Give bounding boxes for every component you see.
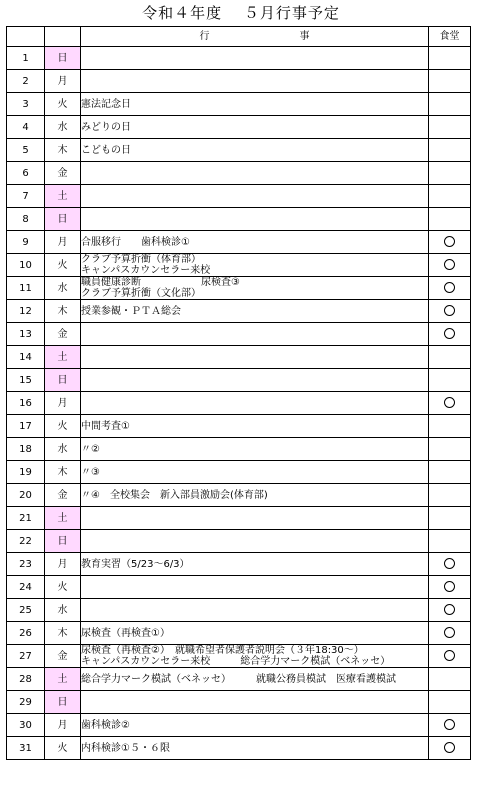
weekday-cell: 月 [45, 70, 81, 93]
weekday-cell: 日 [45, 208, 81, 231]
circle-icon [444, 397, 455, 408]
shokudo-cell [429, 392, 471, 415]
shokudo-cell [429, 599, 471, 622]
table-row [7, 185, 471, 208]
event-cell [81, 208, 429, 231]
weekday-cell: 土 [45, 507, 81, 530]
header-row [7, 27, 471, 47]
header-event-cell [81, 27, 429, 47]
shokudo-cell [429, 346, 471, 369]
event-cell: 職員健康診断 尿検査③ クラブ予算折衝（文化部） [81, 277, 429, 300]
table-row [7, 323, 471, 346]
shokudo-cell [429, 254, 471, 277]
weekday-cell: 木 [45, 622, 81, 645]
day-cell: 18 [7, 438, 45, 461]
table-row [7, 507, 471, 530]
table-row [7, 530, 471, 553]
day-cell: 16 [7, 392, 45, 415]
header-day-cell [7, 27, 45, 47]
event-cell: 尿検査（再検査①） [81, 622, 429, 645]
table-row [7, 277, 471, 300]
shokudo-cell [429, 277, 471, 300]
shokudo-cell [429, 208, 471, 231]
event-cell: クラブ予算折衝（体育部） キャンパスカウンセラー来校 [81, 254, 429, 277]
table-row [7, 254, 471, 277]
table-row [7, 369, 471, 392]
header-event-label-b: 事 [299, 31, 310, 42]
event-cell: こどもの日 [81, 139, 429, 162]
day-cell: 27 [7, 645, 45, 668]
day-cell: 12 [7, 300, 45, 323]
table-row [7, 208, 471, 231]
event-cell [81, 599, 429, 622]
event-cell: 授業参観・ＰＴＡ総会 [81, 300, 429, 323]
day-cell: 1 [7, 47, 45, 70]
shokudo-cell [429, 668, 471, 691]
circle-icon [444, 742, 455, 753]
circle-icon [444, 627, 455, 638]
shokudo-cell [429, 645, 471, 668]
event-cell: 合服移行 歯科検診① [81, 231, 429, 254]
day-cell: 14 [7, 346, 45, 369]
table-row [7, 47, 471, 70]
day-cell: 20 [7, 484, 45, 507]
day-cell: 4 [7, 116, 45, 139]
day-cell: 29 [7, 691, 45, 714]
weekday-cell: 火 [45, 576, 81, 599]
shokudo-cell [429, 438, 471, 461]
day-cell: 2 [7, 70, 45, 93]
event-cell [81, 369, 429, 392]
day-cell: 19 [7, 461, 45, 484]
page-title: 令和４年度 ５月行事予定 [142, 4, 340, 22]
shokudo-cell [429, 553, 471, 576]
weekday-cell: 日 [45, 691, 81, 714]
table-row [7, 231, 471, 254]
weekday-cell: 金 [45, 484, 81, 507]
day-cell: 7 [7, 185, 45, 208]
table-row [7, 116, 471, 139]
shokudo-cell [429, 185, 471, 208]
header-shokudo-cell: 食堂 [429, 27, 471, 47]
table-row [7, 576, 471, 599]
circle-icon [444, 328, 455, 339]
event-cell [81, 47, 429, 70]
event-cell: 総合学力マーク模試（ベネッセ） 就職公務員模試 医療看護模試 [81, 668, 429, 691]
event-cell [81, 162, 429, 185]
table-row [7, 645, 471, 668]
day-cell: 26 [7, 622, 45, 645]
shokudo-cell [429, 70, 471, 93]
day-cell: 21 [7, 507, 45, 530]
shokudo-cell [429, 116, 471, 139]
shokudo-cell [429, 300, 471, 323]
event-cell [81, 507, 429, 530]
weekday-cell: 水 [45, 438, 81, 461]
shokudo-cell [429, 162, 471, 185]
table-row [7, 346, 471, 369]
day-cell: 28 [7, 668, 45, 691]
shokudo-cell [429, 737, 471, 760]
circle-icon [444, 558, 455, 569]
event-cell: 尿検査（再検査②） 就職希望者保護者説明会（３年18:30～） キャンパスカウンセラー来校 総合学力マーク模試（ベネッセ） [81, 645, 429, 668]
day-cell: 11 [7, 277, 45, 300]
shokudo-cell [429, 415, 471, 438]
table-row [7, 70, 471, 93]
weekday-cell: 日 [45, 369, 81, 392]
weekday-cell: 水 [45, 277, 81, 300]
shokudo-cell [429, 369, 471, 392]
day-cell: 8 [7, 208, 45, 231]
table-row [7, 461, 471, 484]
day-cell: 6 [7, 162, 45, 185]
table-row [7, 392, 471, 415]
shokudo-cell [429, 622, 471, 645]
weekday-cell: 金 [45, 162, 81, 185]
day-cell: 22 [7, 530, 45, 553]
event-cell: 内科検診①５・６限 [81, 737, 429, 760]
shokudo-cell [429, 507, 471, 530]
event-cell [81, 392, 429, 415]
weekday-cell: 土 [45, 185, 81, 208]
event-cell [81, 323, 429, 346]
day-cell: 30 [7, 714, 45, 737]
event-cell: 教育実習（5/23～6/3） [81, 553, 429, 576]
event-cell [81, 691, 429, 714]
event-cell [81, 576, 429, 599]
table-row [7, 162, 471, 185]
day-cell: 24 [7, 576, 45, 599]
weekday-cell: 水 [45, 116, 81, 139]
table-row [7, 415, 471, 438]
event-cell: 〃③ [81, 461, 429, 484]
weekday-cell: 金 [45, 645, 81, 668]
shokudo-cell [429, 323, 471, 346]
weekday-cell: 月 [45, 392, 81, 415]
weekday-cell: 月 [45, 714, 81, 737]
day-cell: 9 [7, 231, 45, 254]
day-cell: 3 [7, 93, 45, 116]
event-cell: 歯科検診② [81, 714, 429, 737]
shokudo-cell [429, 47, 471, 70]
table-row [7, 139, 471, 162]
table-row [7, 484, 471, 507]
event-cell: 中間考査① [81, 415, 429, 438]
event-cell [81, 185, 429, 208]
weekday-cell: 水 [45, 599, 81, 622]
weekday-cell: 月 [45, 231, 81, 254]
event-cell [81, 70, 429, 93]
event-cell [81, 530, 429, 553]
table-row [7, 93, 471, 116]
shokudo-cell [429, 461, 471, 484]
weekday-cell: 火 [45, 93, 81, 116]
circle-icon [444, 719, 455, 730]
weekday-cell: 土 [45, 346, 81, 369]
weekday-cell: 火 [45, 737, 81, 760]
table-row [7, 714, 471, 737]
circle-icon [444, 581, 455, 592]
weekday-cell: 木 [45, 300, 81, 323]
event-cell: 〃④ 全校集会 新入部員激励会(体育部) [81, 484, 429, 507]
circle-icon [444, 305, 455, 316]
weekday-cell: 日 [45, 47, 81, 70]
circle-icon [444, 650, 455, 661]
event-cell [81, 346, 429, 369]
table-row [7, 599, 471, 622]
circle-icon [444, 236, 455, 247]
schedule-table [6, 26, 471, 760]
shokudo-cell [429, 231, 471, 254]
table-row [7, 438, 471, 461]
shokudo-cell [429, 93, 471, 116]
table-row [7, 553, 471, 576]
weekday-cell: 日 [45, 530, 81, 553]
weekday-cell: 火 [45, 254, 81, 277]
shokudo-cell [429, 139, 471, 162]
weekday-cell: 金 [45, 323, 81, 346]
day-cell: 13 [7, 323, 45, 346]
circle-icon [444, 259, 455, 270]
header-dow-cell [45, 27, 81, 47]
shokudo-cell [429, 576, 471, 599]
shokudo-cell [429, 484, 471, 507]
circle-icon [444, 604, 455, 615]
day-cell: 31 [7, 737, 45, 760]
weekday-cell: 月 [45, 553, 81, 576]
day-cell: 25 [7, 599, 45, 622]
day-cell: 17 [7, 415, 45, 438]
table-row [7, 737, 471, 760]
shokudo-cell [429, 691, 471, 714]
event-cell: みどりの日 [81, 116, 429, 139]
day-cell: 23 [7, 553, 45, 576]
table-row [7, 668, 471, 691]
circle-icon [444, 282, 455, 293]
day-cell: 5 [7, 139, 45, 162]
event-cell: 〃② [81, 438, 429, 461]
day-cell: 15 [7, 369, 45, 392]
weekday-cell: 木 [45, 461, 81, 484]
event-cell: 憲法記念日 [81, 93, 429, 116]
weekday-cell: 土 [45, 668, 81, 691]
header-event-label-a: 行 [199, 31, 210, 42]
shokudo-cell [429, 530, 471, 553]
table-row [7, 300, 471, 323]
table-row [7, 691, 471, 714]
table-row [7, 622, 471, 645]
weekday-cell: 火 [45, 415, 81, 438]
shokudo-cell [429, 714, 471, 737]
day-cell: 10 [7, 254, 45, 277]
weekday-cell: 木 [45, 139, 81, 162]
